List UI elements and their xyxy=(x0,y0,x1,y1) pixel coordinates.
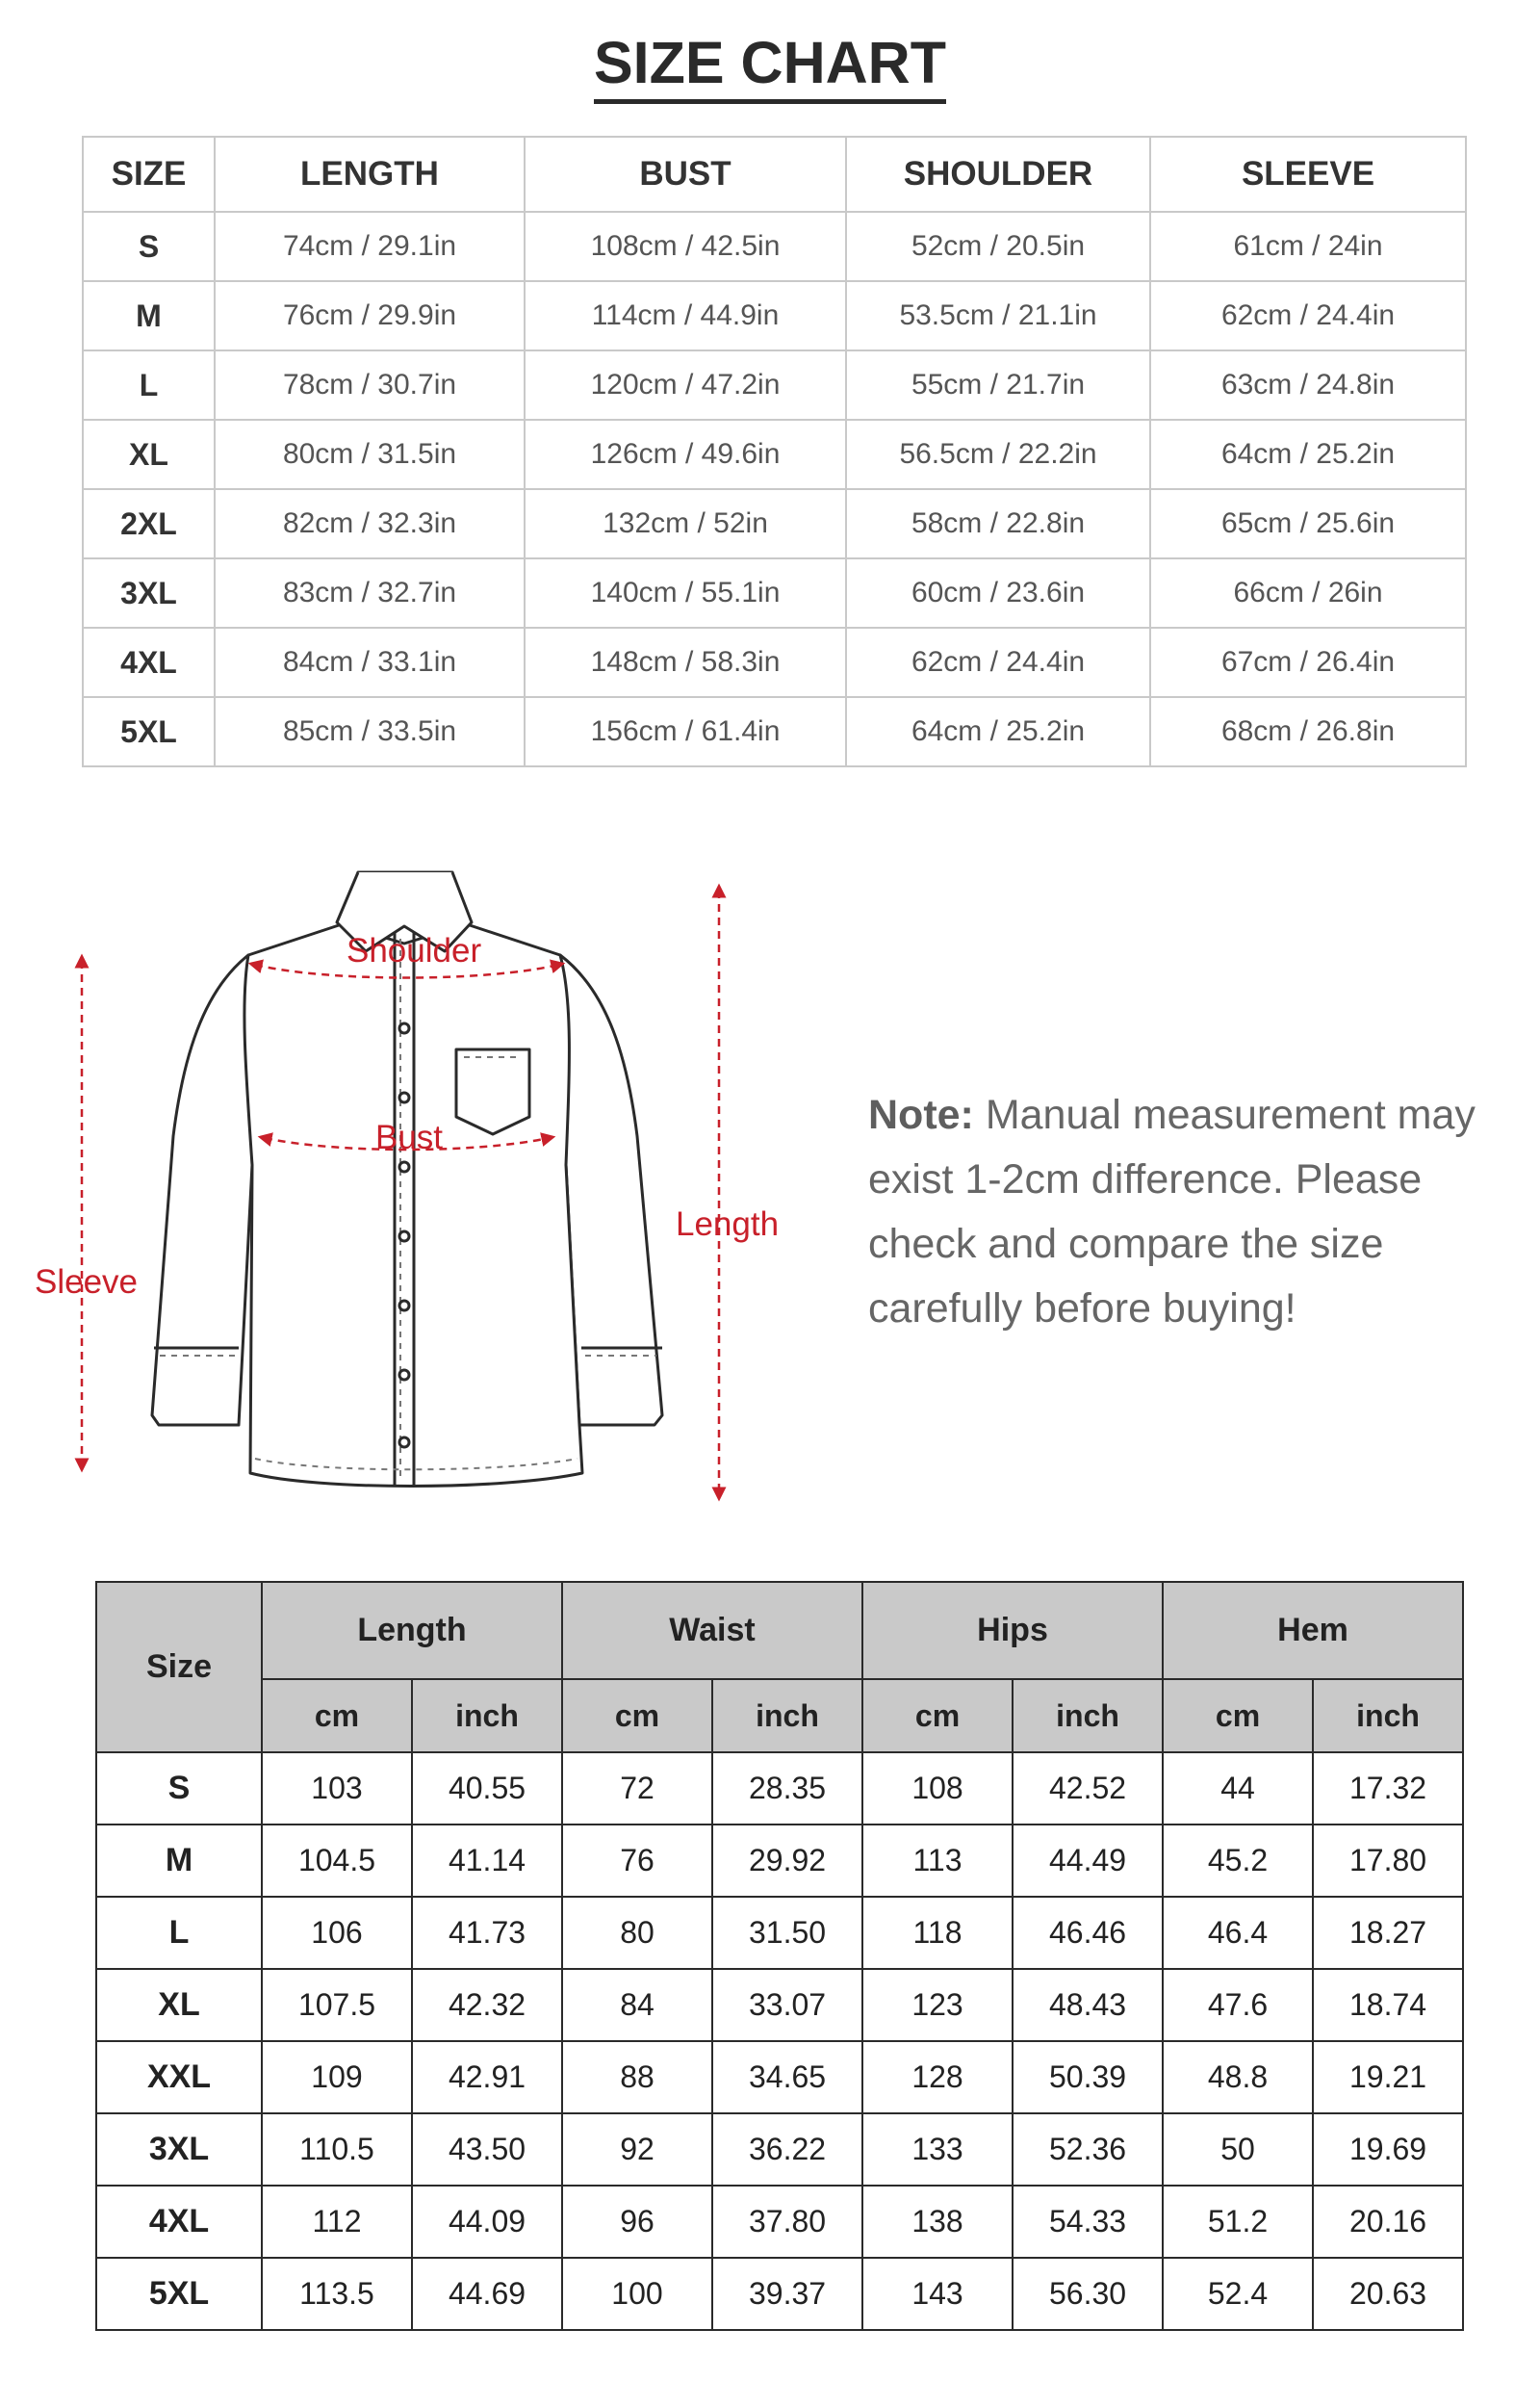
size-cell: 5XL xyxy=(83,697,215,766)
value-cell: 52.36 xyxy=(1013,2113,1163,2186)
value-cell: 156cm / 61.4in xyxy=(525,697,846,766)
value-cell: 50 xyxy=(1163,2113,1313,2186)
value-cell: 51.2 xyxy=(1163,2186,1313,2258)
value-cell: 43.50 xyxy=(412,2113,562,2186)
unit-inch: inch xyxy=(412,1679,562,1752)
unit-cm: cm xyxy=(562,1679,712,1752)
value-cell: 123 xyxy=(862,1969,1013,2041)
header-sleeve: SLEEVE xyxy=(1150,137,1466,212)
value-cell: 55cm / 21.7in xyxy=(846,350,1150,420)
size-table-bottom-body xyxy=(96,1752,1463,2330)
value-cell: 17.32 xyxy=(1313,1752,1463,1825)
value-cell: 61cm / 24in xyxy=(1150,212,1466,281)
value-cell: 109 xyxy=(262,2041,412,2113)
value-cell: 113.5 xyxy=(262,2258,412,2330)
value-cell: 108 xyxy=(862,1752,1013,1825)
size-cell: 2XL xyxy=(83,489,215,558)
table-row xyxy=(96,2113,1463,2186)
table-row xyxy=(83,558,1466,628)
value-cell: 17.80 xyxy=(1313,1825,1463,1897)
value-cell: 76 xyxy=(562,1825,712,1897)
value-cell: 92 xyxy=(562,2113,712,2186)
value-cell: 62cm / 24.4in xyxy=(1150,281,1466,350)
value-cell: 148cm / 58.3in xyxy=(525,628,846,697)
value-cell: 118 xyxy=(862,1897,1013,1969)
size-cell: S xyxy=(96,1752,262,1825)
value-cell: 41.14 xyxy=(412,1825,562,1897)
size-cell: XXL xyxy=(96,2041,262,2113)
value-cell: 83cm / 32.7in xyxy=(215,558,525,628)
size-cell: 4XL xyxy=(96,2186,262,2258)
unit-inch: inch xyxy=(1013,1679,1163,1752)
value-cell: 20.16 xyxy=(1313,2186,1463,2258)
value-cell: 48.43 xyxy=(1013,1969,1163,2041)
value-cell: 20.63 xyxy=(1313,2258,1463,2330)
value-cell: 44.49 xyxy=(1013,1825,1163,1897)
value-cell: 78cm / 30.7in xyxy=(215,350,525,420)
note-text: Manual measurement may exist 1-2cm difference. Please check and compare the size carefully before buying! xyxy=(868,1092,1476,1332)
value-cell: 36.22 xyxy=(712,2113,862,2186)
value-cell: 65cm / 25.6in xyxy=(1150,489,1466,558)
value-cell: 74cm / 29.1in xyxy=(215,212,525,281)
table-row xyxy=(96,1752,1463,1825)
value-cell: 50.39 xyxy=(1013,2041,1163,2113)
value-cell: 82cm / 32.3in xyxy=(215,489,525,558)
header-shoulder: SHOULDER xyxy=(846,137,1150,212)
table-row xyxy=(83,628,1466,697)
value-cell: 76cm / 29.9in xyxy=(215,281,525,350)
size-table-top xyxy=(82,136,1467,767)
sleeve-label: Sleeve xyxy=(35,1263,139,1301)
value-cell: 34.65 xyxy=(712,2041,862,2113)
value-cell: 19.69 xyxy=(1313,2113,1463,2186)
value-cell: 64cm / 25.2in xyxy=(846,697,1150,766)
value-cell: 52.4 xyxy=(1163,2258,1313,2330)
value-cell: 104.5 xyxy=(262,1825,412,1897)
value-cell: 68cm / 26.8in xyxy=(1150,697,1466,766)
size-cell: S xyxy=(83,212,215,281)
value-cell: 110.5 xyxy=(262,2113,412,2186)
value-cell: 19.21 xyxy=(1313,2041,1463,2113)
page-title-text: SIZE CHART xyxy=(594,30,946,104)
value-cell: 120cm / 47.2in xyxy=(525,350,846,420)
table-row xyxy=(83,420,1466,489)
header-bust: BUST xyxy=(525,137,846,212)
page-title xyxy=(0,25,1540,100)
table-row xyxy=(96,1969,1463,2041)
header-hem: Hem xyxy=(1163,1582,1463,1679)
value-cell: 107.5 xyxy=(262,1969,412,2041)
header-hips: Hips xyxy=(862,1582,1163,1679)
value-cell: 37.80 xyxy=(712,2186,862,2258)
value-cell: 143 xyxy=(862,2258,1013,2330)
header-size: Size xyxy=(96,1582,262,1752)
size-cell: XL xyxy=(96,1969,262,2041)
table-row xyxy=(83,212,1466,281)
value-cell: 58cm / 22.8in xyxy=(846,489,1150,558)
value-cell: 29.92 xyxy=(712,1825,862,1897)
size-table-bottom xyxy=(95,1581,1464,2331)
value-cell: 108cm / 42.5in xyxy=(525,212,846,281)
bust-label: Bust xyxy=(375,1119,444,1156)
size-cell: M xyxy=(96,1825,262,1897)
value-cell: 53.5cm / 21.1in xyxy=(846,281,1150,350)
value-cell: 85cm / 33.5in xyxy=(215,697,525,766)
table-row xyxy=(83,697,1466,766)
header-length: Length xyxy=(262,1582,562,1679)
size-cell: 3XL xyxy=(96,2113,262,2186)
value-cell: 64cm / 25.2in xyxy=(1150,420,1466,489)
value-cell: 45.2 xyxy=(1163,1825,1313,1897)
size-cell: XL xyxy=(83,420,215,489)
shoulder-label: Shoulder xyxy=(346,932,482,970)
value-cell: 41.73 xyxy=(412,1897,562,1969)
unit-cm: cm xyxy=(862,1679,1013,1752)
value-cell: 60cm / 23.6in xyxy=(846,558,1150,628)
value-cell: 46.4 xyxy=(1163,1897,1313,1969)
value-cell: 84 xyxy=(562,1969,712,2041)
value-cell: 39.37 xyxy=(712,2258,862,2330)
size-cell: L xyxy=(83,350,215,420)
value-cell: 132cm / 52in xyxy=(525,489,846,558)
table-row xyxy=(83,281,1466,350)
value-cell: 66cm / 26in xyxy=(1150,558,1466,628)
table-row xyxy=(83,489,1466,558)
value-cell: 140cm / 55.1in xyxy=(525,558,846,628)
value-cell: 56.30 xyxy=(1013,2258,1163,2330)
value-cell: 96 xyxy=(562,2186,712,2258)
table-row xyxy=(96,1897,1463,1969)
unit-inch: inch xyxy=(1313,1679,1463,1752)
measurement-note xyxy=(868,1083,1484,1341)
value-cell: 80cm / 31.5in xyxy=(215,420,525,489)
value-cell: 114cm / 44.9in xyxy=(525,281,846,350)
value-cell: 72 xyxy=(562,1752,712,1825)
value-cell: 44 xyxy=(1163,1752,1313,1825)
table-header-row xyxy=(83,137,1466,212)
table-row xyxy=(96,1825,1463,1897)
value-cell: 42.32 xyxy=(412,1969,562,2041)
value-cell: 47.6 xyxy=(1163,1969,1313,2041)
value-cell: 133 xyxy=(862,2113,1013,2186)
length-label: Length xyxy=(676,1205,780,1243)
size-cell: 4XL xyxy=(83,628,215,697)
table-row xyxy=(83,350,1466,420)
size-cell: L xyxy=(96,1897,262,1969)
value-cell: 18.74 xyxy=(1313,1969,1463,2041)
value-cell: 138 xyxy=(862,2186,1013,2258)
value-cell: 56.5cm / 22.2in xyxy=(846,420,1150,489)
value-cell: 100 xyxy=(562,2258,712,2330)
table-row xyxy=(96,2041,1463,2113)
value-cell: 88 xyxy=(562,2041,712,2113)
note-label: Note: xyxy=(868,1092,974,1138)
unit-cm: cm xyxy=(262,1679,412,1752)
value-cell: 46.46 xyxy=(1013,1897,1163,1969)
value-cell: 52cm / 20.5in xyxy=(846,212,1150,281)
value-cell: 31.50 xyxy=(712,1897,862,1969)
header-waist: Waist xyxy=(562,1582,862,1679)
value-cell: 54.33 xyxy=(1013,2186,1163,2258)
value-cell: 28.35 xyxy=(712,1752,862,1825)
header-length: LENGTH xyxy=(215,137,525,212)
size-table-top-body xyxy=(83,212,1466,766)
value-cell: 18.27 xyxy=(1313,1897,1463,1969)
value-cell: 42.91 xyxy=(412,2041,562,2113)
unit-cm: cm xyxy=(1163,1679,1313,1752)
unit-header-row xyxy=(96,1679,1463,1752)
table-row xyxy=(96,2186,1463,2258)
header-size: SIZE xyxy=(83,137,215,212)
table-row xyxy=(96,2258,1463,2330)
value-cell: 106 xyxy=(262,1897,412,1969)
value-cell: 67cm / 26.4in xyxy=(1150,628,1466,697)
value-cell: 62cm / 24.4in xyxy=(846,628,1150,697)
value-cell: 84cm / 33.1in xyxy=(215,628,525,697)
value-cell: 80 xyxy=(562,1897,712,1969)
size-cell: M xyxy=(83,281,215,350)
value-cell: 40.55 xyxy=(412,1752,562,1825)
value-cell: 103 xyxy=(262,1752,412,1825)
value-cell: 44.09 xyxy=(412,2186,562,2258)
size-cell: 3XL xyxy=(83,558,215,628)
value-cell: 48.8 xyxy=(1163,2041,1313,2113)
value-cell: 33.07 xyxy=(712,1969,862,2041)
size-cell: 5XL xyxy=(96,2258,262,2330)
value-cell: 126cm / 49.6in xyxy=(525,420,846,489)
value-cell: 63cm / 24.8in xyxy=(1150,350,1466,420)
unit-inch: inch xyxy=(712,1679,862,1752)
group-header-row xyxy=(96,1582,1463,1679)
value-cell: 113 xyxy=(862,1825,1013,1897)
value-cell: 44.69 xyxy=(412,2258,562,2330)
value-cell: 42.52 xyxy=(1013,1752,1163,1825)
value-cell: 128 xyxy=(862,2041,1013,2113)
value-cell: 112 xyxy=(262,2186,412,2258)
